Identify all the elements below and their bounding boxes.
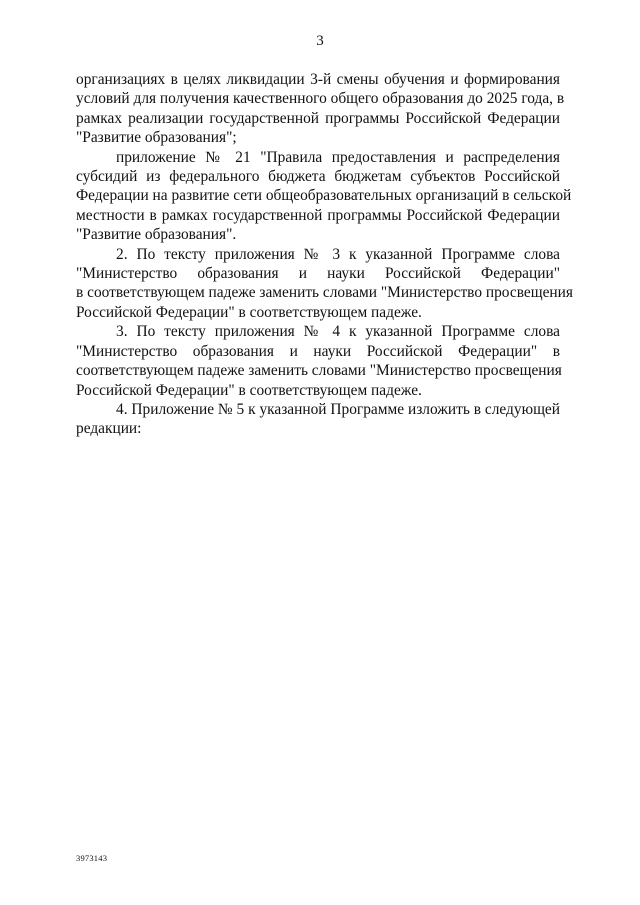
text-line: "Министерство образования и науки Российской Федерации" в	[76, 342, 560, 360]
text-line: местности в рамках государственной программы Российской Федерации	[76, 206, 560, 224]
text-line: условий для получения качественного общего образования до 2025 года, в	[76, 90, 565, 108]
text-line: Российской Федерации" в соответствующем падеже.	[76, 381, 422, 399]
text-line: 2. По тексту приложения № 3 к указанной Программе слова	[116, 245, 560, 263]
text-line: рамках реализации государственной программы Российской Федерации	[76, 109, 560, 127]
paragraph-item-3	[76, 322, 560, 400]
text-line: "Развитие образования";	[76, 129, 237, 147]
paragraph-item-2	[76, 245, 573, 323]
document-code: 3973143	[76, 853, 108, 863]
page-number: 3	[316, 33, 324, 49]
text-line: 4. Приложение № 5 к указанной Программе изложить в следующей	[116, 400, 560, 418]
document-body	[76, 70, 573, 439]
text-line: редакции:	[76, 420, 142, 438]
text-line: субсидий из федерального бюджета бюджетам субъектов Российской	[76, 168, 560, 186]
paragraph-item-4	[76, 400, 560, 439]
text-line: организациях в целях ликвидации 3-й смены обучения и формирования	[76, 71, 560, 88]
text-line: приложение № 21 "Правила предоставления и распределения	[116, 148, 560, 166]
text-line: соответствующем падеже заменить словами "Министерство просвещения	[76, 362, 562, 380]
text-line: "Развитие образования".	[76, 226, 237, 244]
text-line: 3. По тексту приложения № 4 к указанной Программе слова	[116, 323, 560, 341]
text-line: Федерации на развитие сети общеобразовательных организаций в сельской	[76, 187, 572, 205]
text-line: "Министерство образования и науки Российской Федерации"	[76, 265, 560, 283]
paragraph-appendix-21	[76, 148, 572, 245]
text-line: в соответствующем падеже заменить словами "Министерство просвещения	[76, 284, 573, 302]
paragraph-continuation	[76, 70, 565, 148]
text-line: Российской Федерации" в соответствующем падеже.	[76, 303, 422, 321]
